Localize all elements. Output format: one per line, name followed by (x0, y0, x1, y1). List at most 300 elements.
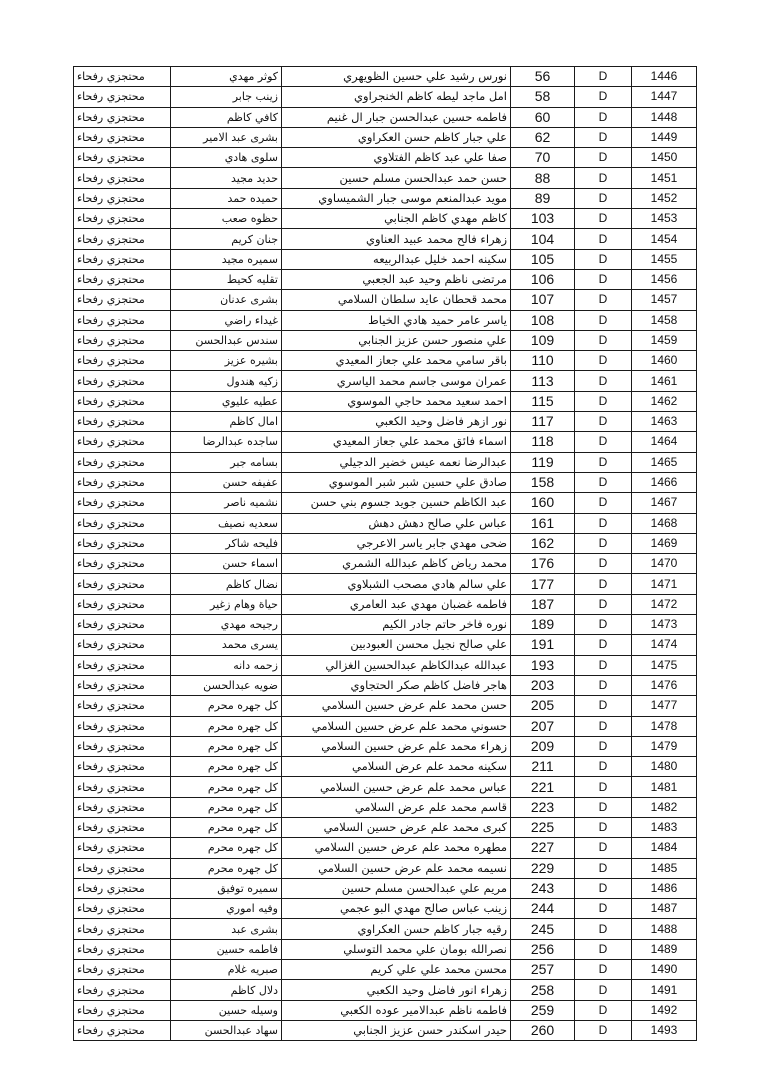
full-name-cell: عبدالله عبدالكاظم عبدالحسين الغزالي (282, 655, 511, 675)
sequence-number-cell: 1480 (632, 757, 697, 777)
relative-name-cell: سميره مجيد (171, 249, 282, 269)
table-row (74, 919, 697, 939)
full-name-cell: حسوني محمد علم عرض حسين السلامي (282, 716, 511, 736)
record-number-cell: 259 (511, 1000, 575, 1020)
category-cell: محتجزي رفحاء (74, 919, 171, 939)
code-cell: D (575, 472, 632, 492)
record-number-cell: 58 (511, 87, 575, 107)
category-cell: محتجزي رفحاء (74, 472, 171, 492)
full-name-cell: ياسر عامر حميد هادي الخياط (282, 310, 511, 330)
table-row (74, 554, 697, 574)
record-number-cell: 62 (511, 127, 575, 147)
relative-name-cell: كل جهره محرم (171, 797, 282, 817)
record-number-cell: 109 (511, 330, 575, 350)
record-number-cell: 245 (511, 919, 575, 939)
full-name-cell: مرتضى ناظم وحيد عبد الجعبي (282, 269, 511, 289)
category-cell: محتجزي رفحاء (74, 1020, 171, 1040)
code-cell: D (575, 960, 632, 980)
category-cell: محتجزي رفحاء (74, 87, 171, 107)
record-number-cell: 106 (511, 269, 575, 289)
record-number-cell: 158 (511, 472, 575, 492)
record-number-cell: 103 (511, 209, 575, 229)
code-cell: D (575, 391, 632, 411)
full-name-cell: نوره فاخر حاتم جادر الكيم (282, 615, 511, 635)
full-name-cell: عبدالرضا نعمه عيس خضير الدجيلي (282, 452, 511, 472)
relative-name-cell: ضويه عبدالحسن (171, 675, 282, 695)
code-cell: D (575, 696, 632, 716)
table-row (74, 209, 697, 229)
category-cell: محتجزي رفحاء (74, 371, 171, 391)
sequence-number-cell: 1487 (632, 899, 697, 919)
category-cell: محتجزي رفحاء (74, 249, 171, 269)
record-number-cell: 223 (511, 797, 575, 817)
sequence-number-cell: 1481 (632, 777, 697, 797)
sequence-number-cell: 1472 (632, 594, 697, 614)
sequence-number-cell: 1466 (632, 472, 697, 492)
relative-name-cell: بشرى عبد (171, 919, 282, 939)
sequence-number-cell: 1493 (632, 1020, 697, 1040)
record-number-cell: 229 (511, 858, 575, 878)
record-number-cell: 209 (511, 736, 575, 756)
relative-name-cell: كل جهره محرم (171, 696, 282, 716)
table-row (74, 960, 697, 980)
record-number-cell: 207 (511, 716, 575, 736)
code-cell: D (575, 594, 632, 614)
category-cell: محتجزي رفحاء (74, 960, 171, 980)
sequence-number-cell: 1446 (632, 67, 697, 87)
relative-name-cell: وسيله حسين (171, 1000, 282, 1020)
code-cell: D (575, 330, 632, 350)
record-number-cell: 108 (511, 310, 575, 330)
category-cell: محتجزي رفحاء (74, 148, 171, 168)
relative-name-cell: جنان كريم (171, 229, 282, 249)
relative-name-cell: دلال كاظم (171, 980, 282, 1000)
code-cell: D (575, 533, 632, 553)
relative-name-cell: رجيحه مهدي (171, 615, 282, 635)
category-cell: محتجزي رفحاء (74, 432, 171, 452)
code-cell: D (575, 513, 632, 533)
code-cell: D (575, 574, 632, 594)
code-cell: D (575, 1020, 632, 1040)
relative-name-cell: فاطمه حسين (171, 939, 282, 959)
table-row (74, 716, 697, 736)
category-cell: محتجزي رفحاء (74, 777, 171, 797)
code-cell: D (575, 67, 632, 87)
category-cell: محتجزي رفحاء (74, 188, 171, 208)
table-row (74, 188, 697, 208)
relative-name-cell: كوثر مهدي (171, 67, 282, 87)
record-number-cell: 119 (511, 452, 575, 472)
category-cell: محتجزي رفحاء (74, 675, 171, 695)
code-cell: D (575, 209, 632, 229)
full-name-cell: امل ماجد ليطه كاظم الخنجراوي (282, 87, 511, 107)
sequence-number-cell: 1469 (632, 533, 697, 553)
category-cell: محتجزي رفحاء (74, 817, 171, 837)
category-cell: محتجزي رفحاء (74, 736, 171, 756)
relative-name-cell: كل جهره محرم (171, 838, 282, 858)
table-row (74, 249, 697, 269)
full-name-cell: زهراء محمد علم عرض حسين السلامي (282, 736, 511, 756)
code-cell: D (575, 777, 632, 797)
code-cell: D (575, 919, 632, 939)
table-row (74, 858, 697, 878)
records-table (73, 66, 697, 1041)
relative-name-cell: كل جهره محرم (171, 817, 282, 837)
category-cell: محتجزي رفحاء (74, 1000, 171, 1020)
category-cell: محتجزي رفحاء (74, 209, 171, 229)
full-name-cell: زهراء انور فاضل وحيد الكعبي (282, 980, 511, 1000)
full-name-cell: حسن محمد علم عرض حسين السلامي (282, 696, 511, 716)
full-name-cell: اسماء فائق محمد علي جعاز المعيدي (282, 432, 511, 452)
record-number-cell: 176 (511, 554, 575, 574)
code-cell: D (575, 87, 632, 107)
record-number-cell: 211 (511, 757, 575, 777)
relative-name-cell: يسرى محمد (171, 635, 282, 655)
table-row (74, 127, 697, 147)
full-name-cell: صادق علي حسين شبر شبر الموسوي (282, 472, 511, 492)
sequence-number-cell: 1455 (632, 249, 697, 269)
record-number-cell: 107 (511, 290, 575, 310)
relative-name-cell: زينب جابر (171, 87, 282, 107)
code-cell: D (575, 858, 632, 878)
code-cell: D (575, 310, 632, 330)
category-cell: محتجزي رفحاء (74, 757, 171, 777)
full-name-cell: سكينه احمد خليل عبدالربيعه (282, 249, 511, 269)
category-cell: محتجزي رفحاء (74, 229, 171, 249)
table-row (74, 330, 697, 350)
table-row (74, 67, 697, 87)
category-cell: محتجزي رفحاء (74, 838, 171, 858)
relative-name-cell: بشرى عدنان (171, 290, 282, 310)
full-name-cell: زهراء فالح محمد عبيد العناوي (282, 229, 511, 249)
category-cell: محتجزي رفحاء (74, 330, 171, 350)
records-table-body (74, 67, 697, 1041)
code-cell: D (575, 168, 632, 188)
relative-name-cell: غيداء راضي (171, 310, 282, 330)
full-name-cell: حيدر اسكندر حسن عزيز الجنابي (282, 1020, 511, 1040)
full-name-cell: مريم علي عبدالحسن مسلم حسين (282, 878, 511, 898)
relative-name-cell: سلوى هادي (171, 148, 282, 168)
relative-name-cell: كل جهره محرم (171, 777, 282, 797)
full-name-cell: عمران موسى جاسم محمد الياسري (282, 371, 511, 391)
relative-name-cell: بشرى عبد الامير (171, 127, 282, 147)
relative-name-cell: فليحه شاكر (171, 533, 282, 553)
category-cell: محتجزي رفحاء (74, 797, 171, 817)
table-row (74, 148, 697, 168)
sequence-number-cell: 1447 (632, 87, 697, 107)
category-cell: محتجزي رفحاء (74, 574, 171, 594)
category-cell: محتجزي رفحاء (74, 391, 171, 411)
table-row (74, 452, 697, 472)
code-cell: D (575, 635, 632, 655)
relative-name-cell: كل جهره محرم (171, 716, 282, 736)
sequence-number-cell: 1486 (632, 878, 697, 898)
code-cell: D (575, 412, 632, 432)
record-number-cell: 225 (511, 817, 575, 837)
record-number-cell: 244 (511, 899, 575, 919)
full-name-cell: علي سالم هادي مصحب الشبلاوي (282, 574, 511, 594)
table-row (74, 777, 697, 797)
sequence-number-cell: 1484 (632, 838, 697, 858)
table-row (74, 574, 697, 594)
relative-name-cell: عفيفه حسن (171, 472, 282, 492)
full-name-cell: رقيه جبار كاظم حسن العكراوي (282, 919, 511, 939)
full-name-cell: مويد عبدالمنعم موسى جبار الشميساوي (282, 188, 511, 208)
category-cell: محتجزي رفحاء (74, 513, 171, 533)
code-cell: D (575, 371, 632, 391)
relative-name-cell: امال كاظم (171, 412, 282, 432)
relative-name-cell: كافي كاظم (171, 107, 282, 127)
table-row (74, 371, 697, 391)
category-cell: محتجزي رفحاء (74, 939, 171, 959)
sequence-number-cell: 1462 (632, 391, 697, 411)
category-cell: محتجزي رفحاء (74, 655, 171, 675)
table-row (74, 269, 697, 289)
record-number-cell: 56 (511, 67, 575, 87)
record-number-cell: 191 (511, 635, 575, 655)
table-row (74, 594, 697, 614)
category-cell: محتجزي رفحاء (74, 310, 171, 330)
code-cell: D (575, 817, 632, 837)
table-row (74, 107, 697, 127)
sequence-number-cell: 1452 (632, 188, 697, 208)
category-cell: محتجزي رفحاء (74, 615, 171, 635)
relative-name-cell: سميره توفيق (171, 878, 282, 898)
code-cell: D (575, 757, 632, 777)
table-row (74, 878, 697, 898)
relative-name-cell: بسامه جبر (171, 452, 282, 472)
sequence-number-cell: 1473 (632, 615, 697, 635)
sequence-number-cell: 1456 (632, 269, 697, 289)
table-row (74, 635, 697, 655)
record-number-cell: 260 (511, 1020, 575, 1040)
relative-name-cell: حظوه صعب (171, 209, 282, 229)
table-row (74, 1000, 697, 1020)
full-name-cell: نور ازهر فاضل وحيد الكعبي (282, 412, 511, 432)
relative-name-cell: اسماء حسن (171, 554, 282, 574)
table-row (74, 472, 697, 492)
code-cell: D (575, 1000, 632, 1020)
record-number-cell: 104 (511, 229, 575, 249)
sequence-number-cell: 1476 (632, 675, 697, 695)
full-name-cell: صفا علي عبد كاظم الفتلاوي (282, 148, 511, 168)
sequence-number-cell: 1465 (632, 452, 697, 472)
relative-name-cell: سندس عبدالحسن (171, 330, 282, 350)
table-row (74, 533, 697, 553)
sequence-number-cell: 1474 (632, 635, 697, 655)
table-row (74, 817, 697, 837)
document-page (73, 66, 696, 1041)
sequence-number-cell: 1450 (632, 148, 697, 168)
full-name-cell: علي جبار كاظم حسن العكراوي (282, 127, 511, 147)
record-number-cell: 189 (511, 615, 575, 635)
relative-name-cell: ساجده عبدالرضا (171, 432, 282, 452)
relative-name-cell: نشميه ناصر (171, 493, 282, 513)
sequence-number-cell: 1485 (632, 858, 697, 878)
code-cell: D (575, 188, 632, 208)
full-name-cell: نصرالله بومان علي محمد التوسلي (282, 939, 511, 959)
category-cell: محتجزي رفحاء (74, 452, 171, 472)
full-name-cell: عباس محمد علم عرض حسين السلامي (282, 777, 511, 797)
category-cell: محتجزي رفحاء (74, 858, 171, 878)
category-cell: محتجزي رفحاء (74, 696, 171, 716)
record-number-cell: 118 (511, 432, 575, 452)
record-number-cell: 70 (511, 148, 575, 168)
sequence-number-cell: 1459 (632, 330, 697, 350)
sequence-number-cell: 1468 (632, 513, 697, 533)
sequence-number-cell: 1478 (632, 716, 697, 736)
sequence-number-cell: 1479 (632, 736, 697, 756)
code-cell: D (575, 980, 632, 1000)
code-cell: D (575, 878, 632, 898)
full-name-cell: عبد الكاظم حسين جويد جسوم بني حسن (282, 493, 511, 513)
category-cell: محتجزي رفحاء (74, 168, 171, 188)
sequence-number-cell: 1451 (632, 168, 697, 188)
record-number-cell: 160 (511, 493, 575, 513)
table-row (74, 615, 697, 635)
record-number-cell: 117 (511, 412, 575, 432)
code-cell: D (575, 675, 632, 695)
sequence-number-cell: 1449 (632, 127, 697, 147)
relative-name-cell: كل جهره محرم (171, 736, 282, 756)
table-row (74, 87, 697, 107)
sequence-number-cell: 1471 (632, 574, 697, 594)
record-number-cell: 89 (511, 188, 575, 208)
record-number-cell: 105 (511, 249, 575, 269)
sequence-number-cell: 1482 (632, 797, 697, 817)
relative-name-cell: عطيه عليوي (171, 391, 282, 411)
category-cell: محتجزي رفحاء (74, 290, 171, 310)
relative-name-cell: نضال كاظم (171, 574, 282, 594)
code-cell: D (575, 148, 632, 168)
category-cell: محتجزي رفحاء (74, 107, 171, 127)
sequence-number-cell: 1453 (632, 209, 697, 229)
category-cell: محتجزي رفحاء (74, 878, 171, 898)
code-cell: D (575, 229, 632, 249)
category-cell: محتجزي رفحاء (74, 269, 171, 289)
record-number-cell: 193 (511, 655, 575, 675)
full-name-cell: فاطمه ناظم عبدالامير عوده الكعبي (282, 1000, 511, 1020)
code-cell: D (575, 736, 632, 756)
full-name-cell: محسن محمد علي علي كريم (282, 960, 511, 980)
table-row (74, 412, 697, 432)
sequence-number-cell: 1492 (632, 1000, 697, 1020)
code-cell: D (575, 351, 632, 371)
relative-name-cell: حديد مجيد (171, 168, 282, 188)
code-cell: D (575, 493, 632, 513)
sequence-number-cell: 1463 (632, 412, 697, 432)
full-name-cell: محمد رياض كاظم عبدالله الشمري (282, 554, 511, 574)
category-cell: محتجزي رفحاء (74, 127, 171, 147)
record-number-cell: 177 (511, 574, 575, 594)
category-cell: محتجزي رفحاء (74, 980, 171, 1000)
sequence-number-cell: 1470 (632, 554, 697, 574)
record-number-cell: 60 (511, 107, 575, 127)
table-row (74, 351, 697, 371)
code-cell: D (575, 554, 632, 574)
sequence-number-cell: 1488 (632, 919, 697, 939)
code-cell: D (575, 939, 632, 959)
relative-name-cell: كل جهره محرم (171, 858, 282, 878)
table-row (74, 675, 697, 695)
category-cell: محتجزي رفحاء (74, 716, 171, 736)
record-number-cell: 88 (511, 168, 575, 188)
sequence-number-cell: 1491 (632, 980, 697, 1000)
category-cell: محتجزي رفحاء (74, 533, 171, 553)
relative-name-cell: زكيه هندول (171, 371, 282, 391)
record-number-cell: 203 (511, 675, 575, 695)
record-number-cell: 258 (511, 980, 575, 1000)
code-cell: D (575, 838, 632, 858)
category-cell: محتجزي رفحاء (74, 412, 171, 432)
full-name-cell: احمد سعيد محمد حاجي الموسوي (282, 391, 511, 411)
relative-name-cell: سهاد عبدالحسن (171, 1020, 282, 1040)
sequence-number-cell: 1477 (632, 696, 697, 716)
record-number-cell: 257 (511, 960, 575, 980)
category-cell: محتجزي رفحاء (74, 493, 171, 513)
full-name-cell: ضحى مهدي جابر ياسر الاعرجي (282, 533, 511, 553)
sequence-number-cell: 1458 (632, 310, 697, 330)
table-row (74, 493, 697, 513)
relative-name-cell: سعديه نصيف (171, 513, 282, 533)
full-name-cell: فاطمه غضبان مهدي عبد العامري (282, 594, 511, 614)
sequence-number-cell: 1490 (632, 960, 697, 980)
relative-name-cell: بشيره عزيز (171, 351, 282, 371)
full-name-cell: عباس علي صالح دهش دهش (282, 513, 511, 533)
sequence-number-cell: 1475 (632, 655, 697, 675)
full-name-cell: زينب عباس صالح مهدي البو عجمي (282, 899, 511, 919)
relative-name-cell: حياة وهام زغير (171, 594, 282, 614)
category-cell: محتجزي رفحاء (74, 899, 171, 919)
sequence-number-cell: 1483 (632, 817, 697, 837)
sequence-number-cell: 1489 (632, 939, 697, 959)
sequence-number-cell: 1448 (632, 107, 697, 127)
table-row (74, 899, 697, 919)
full-name-cell: باقر سامي محمد علي جعاز المعيدي (282, 351, 511, 371)
relative-name-cell: كل جهره محرم (171, 757, 282, 777)
table-row (74, 391, 697, 411)
relative-name-cell: وفيه اموري (171, 899, 282, 919)
full-name-cell: نورس رشيد علي حسين الظويهري (282, 67, 511, 87)
code-cell: D (575, 899, 632, 919)
record-number-cell: 113 (511, 371, 575, 391)
sequence-number-cell: 1454 (632, 229, 697, 249)
table-row (74, 757, 697, 777)
sequence-number-cell: 1461 (632, 371, 697, 391)
code-cell: D (575, 615, 632, 635)
full-name-cell: محمد قحطان عايد سلطان السلامي (282, 290, 511, 310)
record-number-cell: 221 (511, 777, 575, 797)
full-name-cell: فاطمه حسين عبدالحسن جبار ال غنيم (282, 107, 511, 127)
table-row (74, 310, 697, 330)
table-row (74, 696, 697, 716)
full-name-cell: كاظم مهدي كاظم الجنابي (282, 209, 511, 229)
relative-name-cell: تقليه كحيط (171, 269, 282, 289)
table-row (74, 980, 697, 1000)
record-number-cell: 110 (511, 351, 575, 371)
full-name-cell: نسيمه محمد علم عرض حسين السلامي (282, 858, 511, 878)
code-cell: D (575, 290, 632, 310)
table-row (74, 736, 697, 756)
code-cell: D (575, 452, 632, 472)
record-number-cell: 187 (511, 594, 575, 614)
sequence-number-cell: 1467 (632, 493, 697, 513)
full-name-cell: علي صالح نجيل محسن العبودبين (282, 635, 511, 655)
code-cell: D (575, 269, 632, 289)
category-cell: محتجزي رفحاء (74, 67, 171, 87)
relative-name-cell: حميده حمد (171, 188, 282, 208)
full-name-cell: هاجر فاضل كاظم صكر الحتجاوي (282, 675, 511, 695)
